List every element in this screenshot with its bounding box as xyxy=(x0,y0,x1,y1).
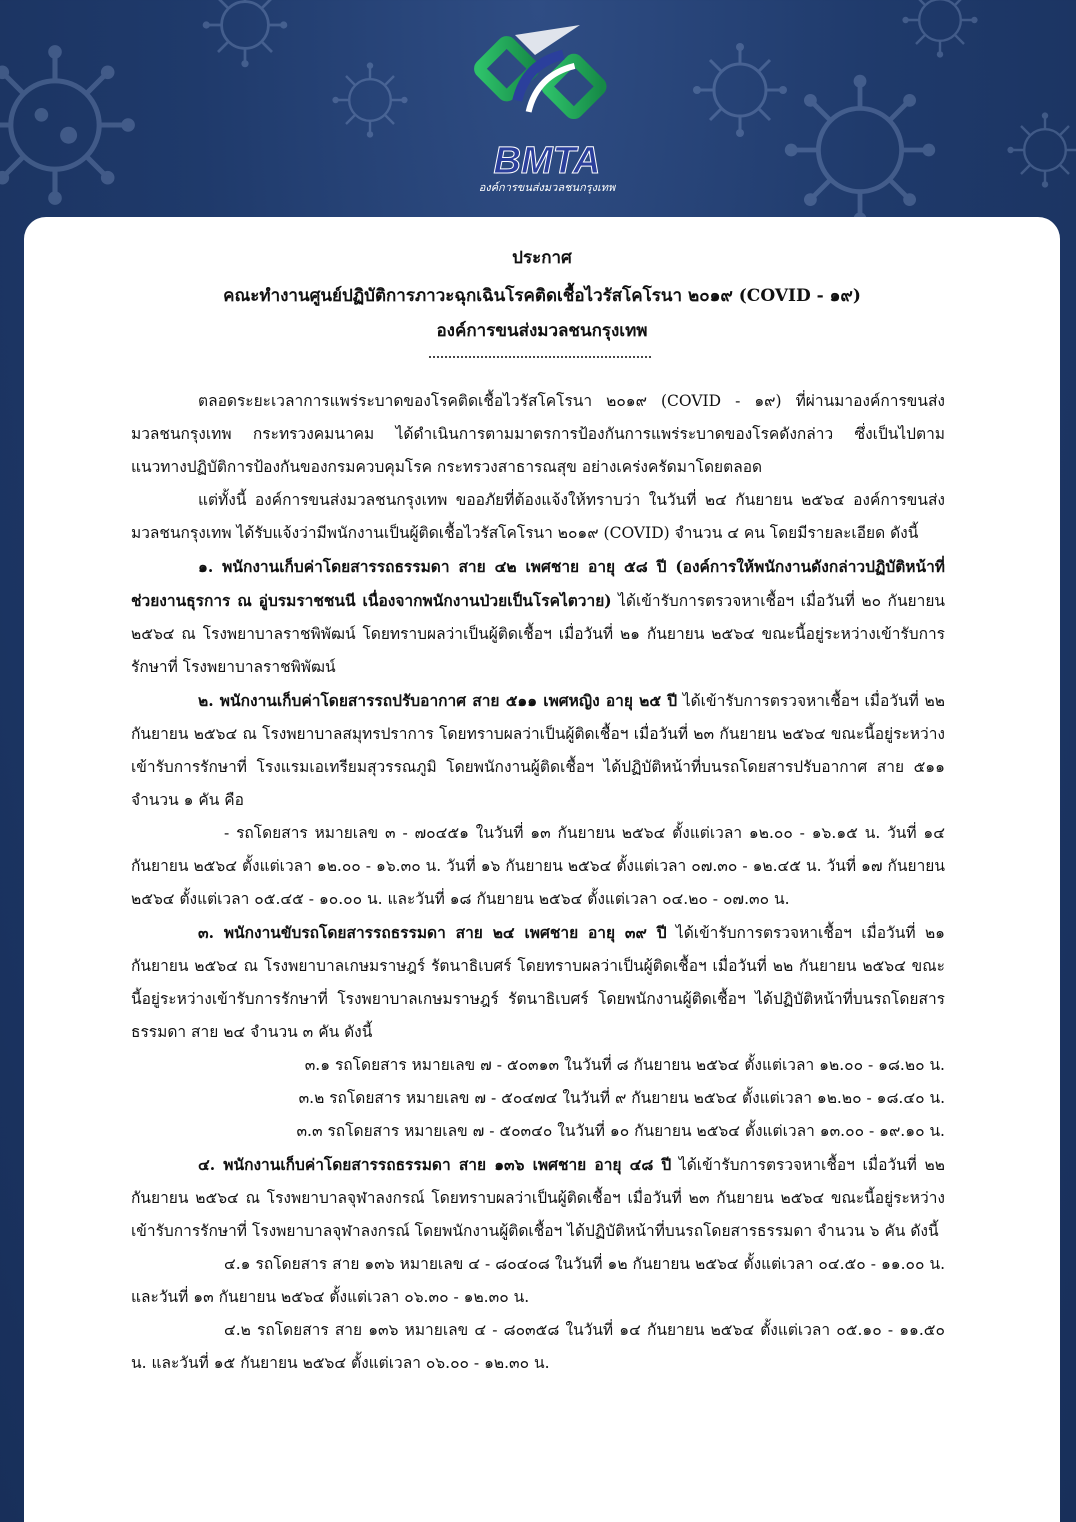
committee-title: คณะทำงานศูนย์ปฏิบัติการภาวะฉุกเฉินโรคติดเชื้อไวรัสโคโรนา ๒๐๑๙ (COVID - ๑๙) xyxy=(223,286,861,306)
virus-icon xyxy=(690,40,790,140)
bus-item: - รถโดยสาร หมายเลข ๓ - ๗๐๔๕๑ ในวันที่ ๑๓ กันยายน ๒๕๖๔ ตั้งแต่เวลา ๑๒.๐๐ - ๑๖.๑๕ น. วันที่ ๑๔ กันยายน ๒๕๖๔ ตั้งแต่เวลา ๑๒.๐๐ - ๑๖.๓๐ น. วันที่ ๑๖ กันยายน ๒๕๖๔ ตั้งแต่เวลา ๐๗.๓๐ - ๑๒.๔๕ น. วันที่ ๑๗ กันยายน ๒๕๖๔ ตั้งแต่เวลา ๐๕.๔๕ - ๑๐.๐๐ น. และวันที่ ๑๘ กันยายน ๒๕๖๔ ตั้งแต่เวลา ๐๔.๒๐ - ๐๗.๓๐ น. xyxy=(131,824,945,908)
virus-icon xyxy=(1005,110,1076,190)
bus-item: ๓.๑ รถโดยสาร หมายเลข ๗ - ๕๐๓๑๓ ในวันที่ ๘ กันยายน ๒๕๖๔ ตั้งแต่เวลา ๑๒.๐๐ - ๑๘.๒๐ น. xyxy=(304,1056,945,1074)
case-heading: ๒. พนักงานเก็บค่าโดยสารรถปรับอากาศ สาย ๕๑๑ เพศหญิง อายุ ๒๕ ปี xyxy=(198,691,678,710)
case-1 xyxy=(131,550,945,684)
case-detail: ได้เข้ารับการตรวจหาเชื้อฯ เมื่อวันที่ ๒๒ กันยายน ๒๕๖๔ ณ โรงพยาบาลจุฬาลงกรณ์ โดยทราบผลว่าเป็นผู้ติดเชื้อฯ เมื่อวันที่ ๒๓ กันยายน ๒๕๖๔ ขณะนี้อยู่ระหว่างเข้ารับการรักษาที่ โรงพยาบาลจุฬาลงกรณ์ โดยพนักงานผู้ติดเชื้อฯ ได้ปฏิบัติหน้าที่บนรถโดยสารธรรมดา จำนวน ๖ คัน ดังนี้ xyxy=(131,1156,945,1240)
virus-icon xyxy=(0,40,140,210)
virus-icon xyxy=(900,0,980,60)
bmta-logo xyxy=(455,15,640,200)
case-heading: ๔. พนักงานเก็บค่าโดยสารรถธรรมดา สาย ๑๓๖ เพศชาย อายุ ๔๘ ปี xyxy=(198,1155,672,1174)
intro-paragraph: ตลอดระยะเวลาการแพร่ระบาดของโรคติดเชื้อไวรัสโคโรนา ๒๐๑๙ (COVID - ๑๙) ที่ผ่านมาองค์การขนส่งมวลชนกรุงเทพ กระทรวงคมนาคม ได้ดำเนินการตามมาตรการป้องกันการแพร่ระบาดของโรคดังกล่าว ซึ่งเป็นไปตามแนวทางปฏิบัติการป้องกันของกรมควบคุมโรค กระทรวงสาธารณสุข อย่างเคร่งครัดมาโดยตลอด xyxy=(131,392,945,476)
org-name: องค์การขนส่งมวลชนกรุงเทพ xyxy=(436,321,648,341)
virus-icon xyxy=(780,70,940,230)
case-heading: ๑. พนักงานเก็บค่าโดยสารรถธรรมดา สาย ๔๒ เพศชาย อายุ ๕๘ ปี (องค์การให้พนักงานดังกล่าวปฏิบัติหน้าที่ช่วยงานธุรการ ณ อู่บรมราชชนนี เนื่องจากพนักงานป่วยเป็นโรคไตวาย) xyxy=(131,557,945,610)
logo-mark: BMTA xyxy=(493,140,601,182)
announcement-card xyxy=(24,217,1060,1522)
virus-icon xyxy=(330,60,410,140)
virus-icon xyxy=(200,0,290,70)
separator xyxy=(429,354,651,358)
case-detail: ได้เข้ารับการตรวจหาเชื้อฯ เมื่อวันที่ ๒๑ กันยายน ๒๕๖๔ ณ โรงพยาบาลเกษมราษฎร์ รัตนาธิเบศร์ โดยทราบผลว่าเป็นผู้ติดเชื้อฯ เมื่อวันที่ ๒๒ กันยายน ๒๕๖๔ ขณะนี้อยู่ระหว่างเข้ารับการรักษาที่ โรงพยาบาลเกษมราษฎร์ รัตนาธิเบศร์ โดยพนักงานผู้ติดเชื้อฯ ได้ปฏิบัติหน้าที่บนรถโดยสารธรรมดา สาย ๒๔ จำนวน ๓ คัน ดังนี้ xyxy=(131,924,945,1041)
case-heading: ๓. พนักงานขับรถโดยสารรถธรรมดา สาย ๒๔ เพศชาย อายุ ๓๙ ปี xyxy=(198,923,667,942)
case-4 xyxy=(131,1148,945,1248)
intro-paragraph: แต่ทั้งนี้ องค์การขนส่งมวลชนกรุงเทพ ขออภัยที่ต้องแจ้งให้ทราบว่า ในวันที่ ๒๔ กันยายน ๒๕๖๔ องค์การขนส่งมวลชนกรุงเทพ ได้รับแจ้งว่ามีพนักงานเป็นผู้ติดเชื้อไวรัสโคโรนา ๒๐๑๙ (COVID) จำนวน ๔ คน โดยมีรายละเอียด ดังนี้ xyxy=(131,491,945,542)
case-3 xyxy=(131,916,945,1049)
case-detail: ได้เข้ารับการตรวจหาเชื้อฯ เมื่อวันที่ ๒๒ กันยายน ๒๕๖๔ ณ โรงพยาบาลสมุทรปราการ โดยทราบผลว่าเป็นผู้ติดเชื้อฯ เมื่อวันที่ ๒๓ กันยายน ๒๕๖๔ ขณะนี้อยู่ระหว่างเข้ารับการรักษาที่ โรงแรมเอเทรียมสุวรรณภูมิ โดยพนักงานผู้ติดเชื้อฯ ได้ปฏิบัติหน้าที่บนรถโดยสารปรับอากาศ สาย ๕๑๑ จำนวน ๑ คัน คือ xyxy=(131,692,945,809)
case-detail: ได้เข้ารับการตรวจหาเชื้อฯ เมื่อวันที่ ๒๐ กันยายน ๒๕๖๔ ณ โรงพยาบาลราชพิพัฒน์ โดยทราบผลว่าเป็นผู้ติดเชื้อฯ เมื่อวันที่ ๒๑ กันยายน ๒๕๖๔ ขณะนี้อยู่ระหว่างเข้ารับการรักษาที่ โรงพยาบาลราชพิพัฒน์ xyxy=(131,592,945,676)
announcement-title: ประกาศ xyxy=(512,248,572,268)
logo-caption: องค์การขนส่งมวลชนกรุงเทพ xyxy=(478,181,616,194)
bus-item: ๔.๒ รถโดยสาร สาย ๑๓๖ หมายเลข ๔ - ๘๐๓๕๘ ในวันที่ ๑๔ กันยายน ๒๕๖๔ ตั้งแต่เวลา ๐๕.๑๐ - ๑๑.๕๐ น. และวันที่ ๑๕ กันยายน ๒๕๖๔ ตั้งแต่เวลา ๐๖.๐๐ - ๑๒.๓๐ น. xyxy=(131,1321,945,1372)
announcement-body xyxy=(131,385,945,1380)
bus-item: ๔.๑ รถโดยสาร สาย ๑๓๖ หมายเลข ๔ - ๘๐๔๐๘ ในวันที่ ๑๒ กันยายน ๒๕๖๔ ตั้งแต่เวลา ๐๔.๕๐ - ๑๑.๐๐ น. และวันที่ ๑๓ กันยายน ๒๕๖๔ ตั้งแต่เวลา ๐๖.๓๐ - ๑๒.๓๐ น. xyxy=(131,1255,945,1306)
case-2 xyxy=(131,684,945,817)
bus-item: ๓.๓ รถโดยสาร หมายเลข ๗ - ๕๐๓๔๐ ในวันที่ ๑๐ กันยายน ๒๕๖๔ ตั้งแต่เวลา ๑๓.๐๐ - ๑๙.๑๐ น. xyxy=(296,1122,945,1140)
bus-item: ๓.๒ รถโดยสาร หมายเลข ๗ - ๕๐๔๗๔ ในวันที่ ๙ กันยายน ๒๕๖๔ ตั้งแต่เวลา ๑๒.๒๐ - ๑๘.๔๐ น. xyxy=(298,1089,945,1107)
